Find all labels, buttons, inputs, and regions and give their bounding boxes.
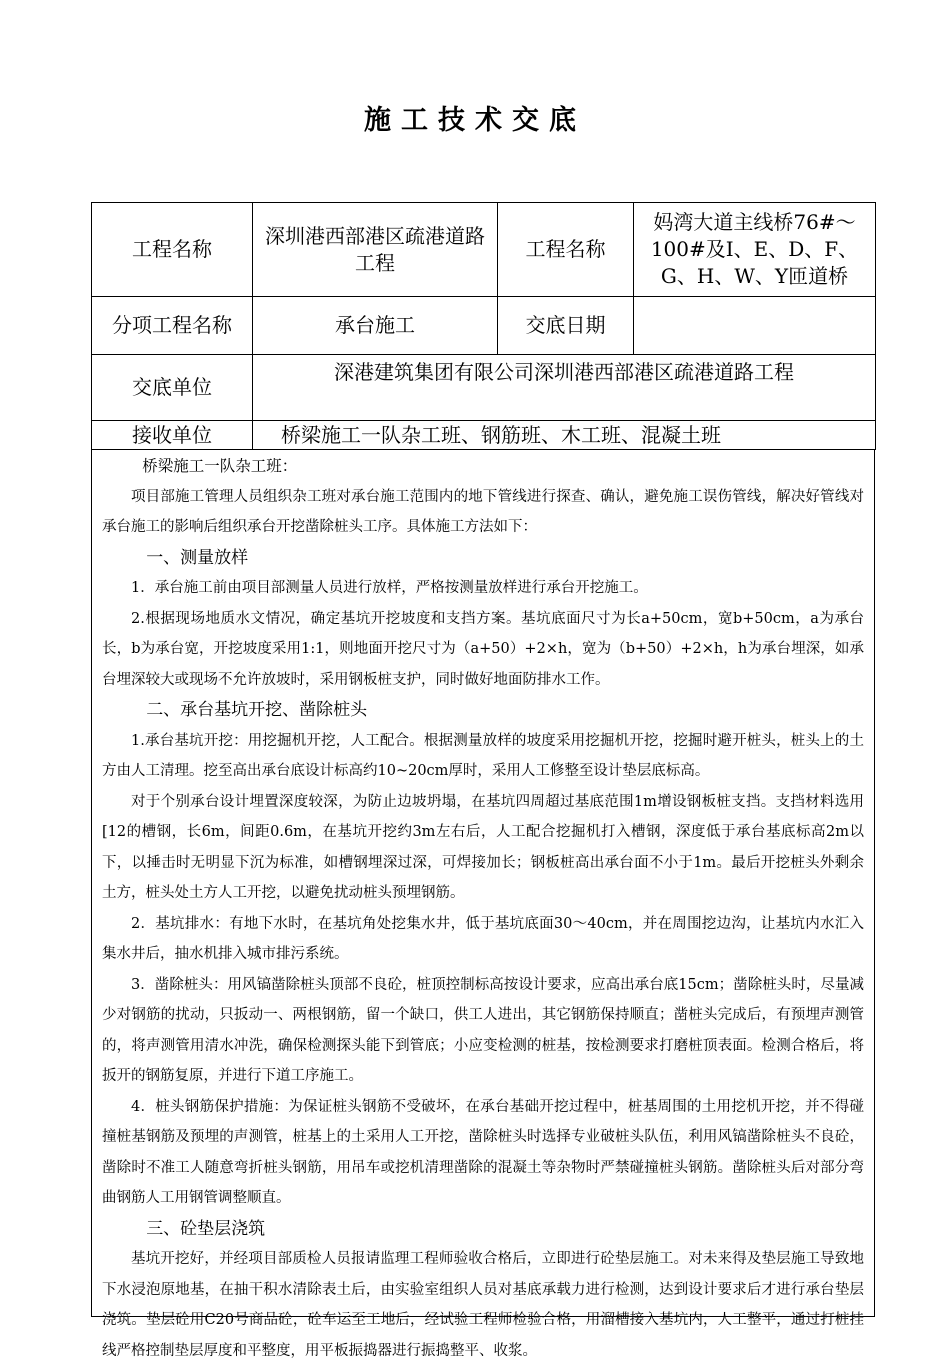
receiver-value: 桥梁施工一队杂工班、钢筋班、木工班、混凝土班 <box>253 421 876 450</box>
content-box <box>91 449 875 1359</box>
receiver-label: 接收单位 <box>92 421 253 450</box>
section-2-paragraph-4: 3．凿除桩头：用风镐凿除桩头顶部不良砼，桩顶控制标高按设计要求，应高出承台底15cm；凿除桩头时，尽量减少对钢筋的扰动，只扳动一、两根钢筋，留一个缺口，供工人进出，其它钢筋保持顺直；凿桩头完成后，有预埋声测管的，将声测管用清水冲洗，确保检测探头能下到管底；小应变检测的桩基，按检测要求打磨桩顶表面。检测合格后，将扳开的钢筋复原，并进行下道工序施工。 <box>102 976 864 1084</box>
issuer-row <box>92 355 876 421</box>
sub-project-row <box>92 297 876 355</box>
section-1-title: 一、测量放样 <box>146 547 249 568</box>
date-label: 交底日期 <box>498 297 634 355</box>
project-name-value: 深圳港西部港区疏港道路工程 <box>253 203 498 297</box>
issuer-label: 交底单位 <box>92 355 253 421</box>
intro-paragraph: 项目部施工管理人员组织杂工班对承台施工范围内的地下管线进行探查、确认，避免施工误伤管线，解决好管线对承台施工的影响后组织承台开挖凿除桩头工序。具体施工方法如下： <box>102 488 864 535</box>
section-2-title: 二、承台基坑开挖、凿除桩头 <box>146 700 368 720</box>
info-table <box>91 202 876 450</box>
section-1-paragraph-2: 2.根据现场地质水文情况，确定基坑开挖坡度和支挡方案。基坑底面尺寸为长a+50cm，宽b+50cm，a为承台长，b为承台宽，开挖坡度采用1:1，则地面开挖尺寸为（a+50）+2×h，宽为（b+50）+2×h，h为承台埋深，如承台埋深较大或现场不允许放坡时，采用钢板桩支护，同时做好地面防排水工作。 <box>102 610 864 688</box>
section-2-paragraph-1: 1.承台基坑开挖：用挖掘机开挖，人工配合。根据测量放样的坡度采用挖掘机开挖，挖掘时避开桩头，桩头上的土方由人工清理。挖至高出承台底设计标高约10~20cm厚时，采用人工修整至设计垫层底标高。 <box>102 732 864 779</box>
section-2-paragraph-2: 对于个别承台设计埋置深度较深，为防止边坡坍塌，在基坑四周超过基底范围1m增设钢板桩支挡。支挡材料选用[12的槽钢，长6m，间距0.6m，在基坑开挖约3m左右后，人工配合挖掘机打入槽钢，深度低于承台基底标高2m以下，以捶击时无明显下沉为标准，如槽钢埋深过深，可焊接加长；钢板桩高出承台面不小于1m。最后开挖桩头外剩余土方，桩头处土方人工开挖，以避免扰动桩头预埋钢筋。 <box>102 793 864 901</box>
section-3-title: 三、砼垫层浇筑 <box>146 1218 266 1239</box>
project-name-label-2: 工程名称 <box>498 203 634 297</box>
receiver-row <box>92 421 876 450</box>
issuer-value: 深港建筑集团有限公司深圳港西部港区疏港道路工程 <box>253 355 876 421</box>
sub-project-value: 承台施工 <box>253 297 498 355</box>
section-3-paragraph-1: 基坑开挖好，并经项目部质检人员报请监理工程师验收合格后，立即进行砼垫层施工。对未来得及垫层施工导致地下水浸泡原地基，在抽干积水清除表土后，由实验室组织人员对基底承载力进行检测，达到设计要求后才进行承台垫层浇筑。垫层砼用C20号商品砼，砼车运至工地后，经试验工程师检验合格，用溜槽接入基坑内，人工整平，通过打桩挂线严格控制垫层厚度和平整度，用平板振捣器进行振捣整平、收浆。 <box>102 1251 864 1359</box>
section-2-paragraph-3: 2．基坑排水：有地下水时，在基坑角处挖集水井，低于基坑底面30～40cm，并在周围挖边沟，让基坑内水汇入集水井后，抽水机排入城市排污系统。 <box>102 915 864 962</box>
project-name-row <box>92 203 876 297</box>
team-heading: 桥梁施工一队杂工班： <box>142 457 298 475</box>
sub-project-label: 分项工程名称 <box>92 297 253 355</box>
section-2-paragraph-5: 4．桩头钢筋保护措施：为保证桩头钢筋不受破坏，在承台基础开挖过程中，桩基周围的土用挖机开挖，并不得碰撞桩基钢筋及预埋的声测管，桩基上的土采用人工开挖，凿除桩头时选择专业破桩头队伍，利用风镐凿除桩头不良砼，凿除时不准工人随意弯折桩头钢筋，用吊车或挖机清理凿除的混凝土等杂物时严禁碰撞桩头钢筋。凿除桩头后对部分弯曲钢筋人工用钢管调整顺直。 <box>102 1098 864 1206</box>
document-title: 施工技术交底 <box>364 105 586 136</box>
section-1-paragraph-1: 1．承台施工前由项目部测量人员进行放样，严格按测量放样进行承台开挖施工。 <box>131 580 648 596</box>
project-name-value-2: 妈湾大道主线桥76#～100#及I、E、D、F、G、H、W、Y匝道桥 <box>634 203 876 297</box>
date-value <box>634 297 876 355</box>
project-name-label: 工程名称 <box>92 203 253 297</box>
